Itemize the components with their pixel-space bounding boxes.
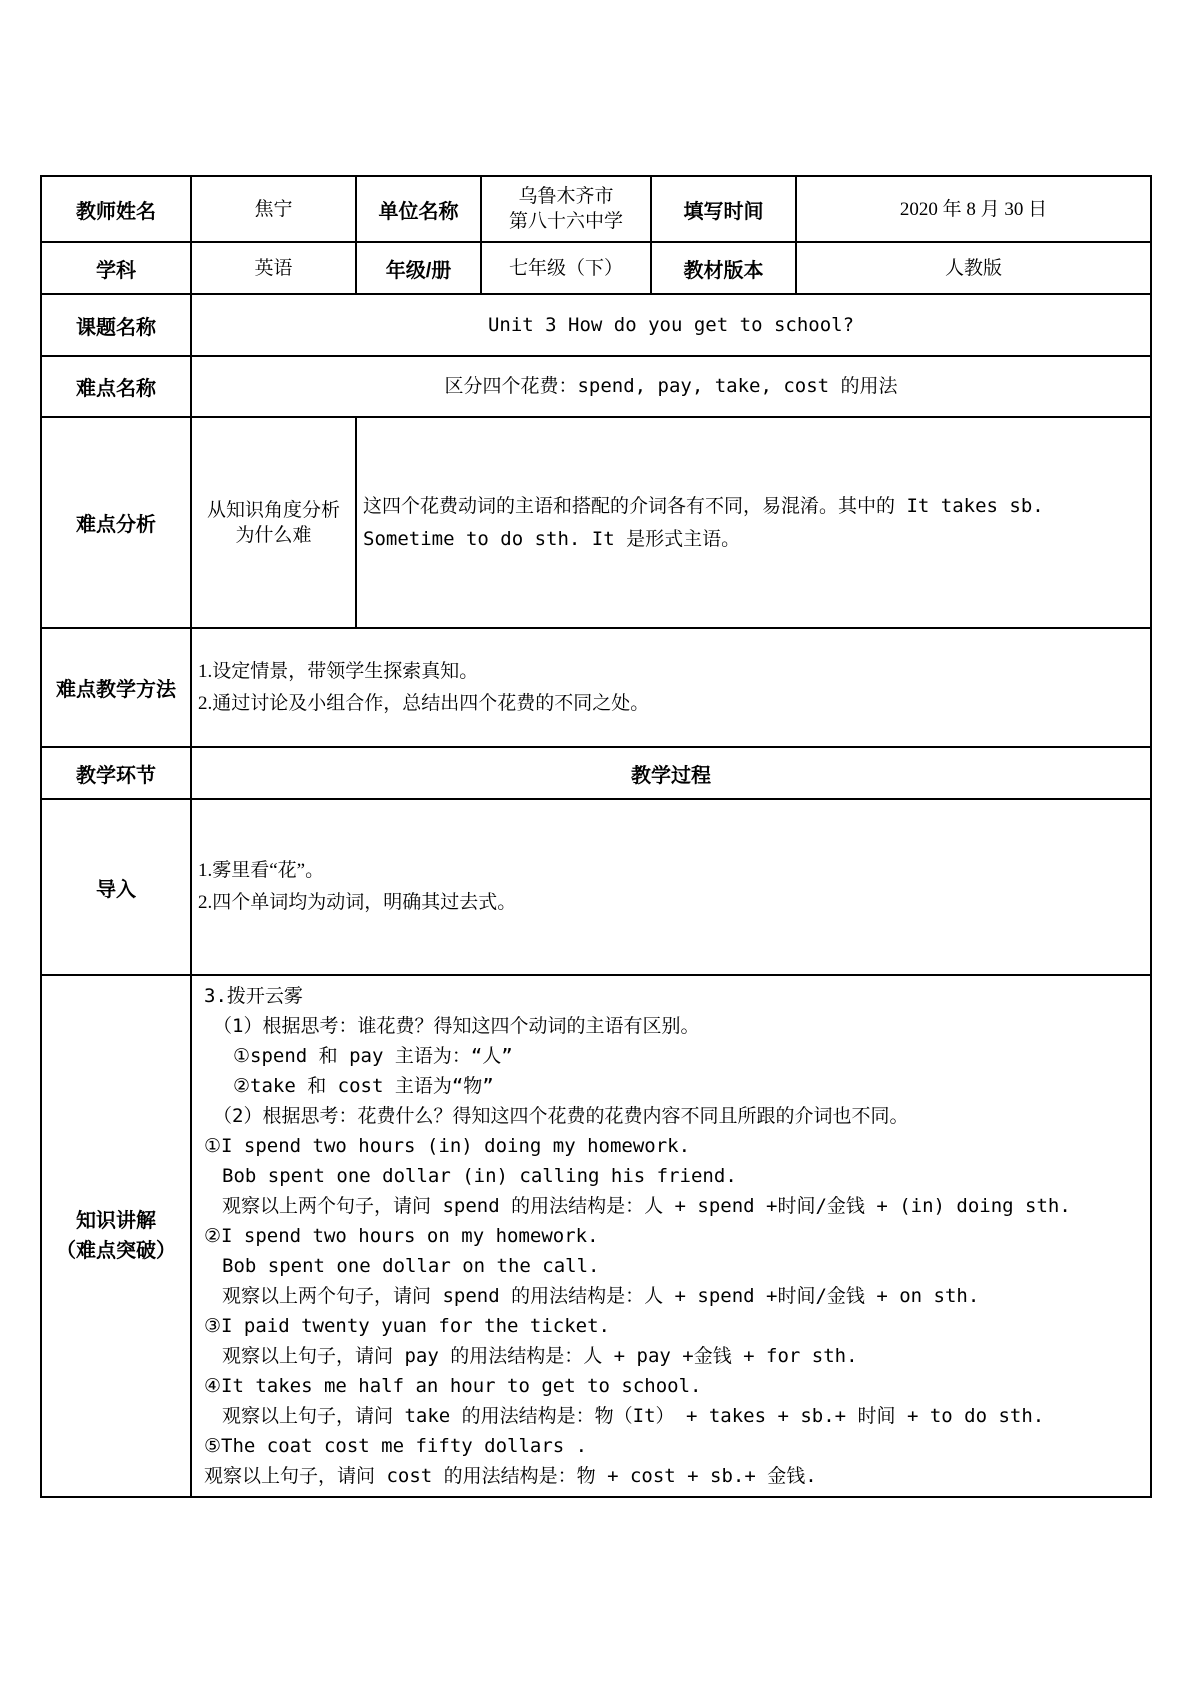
fill-date-value: 2020 年 8 月 30 日 xyxy=(796,176,1151,242)
knowledge-line: 观察以上句子，请问 pay 的用法结构是：人 + pay +金钱 + for sth. xyxy=(222,1345,858,1367)
knowledge-line: 观察以上句子，请问 take 的用法结构是：物（It） + takes + sb.+ 时间 + to do sth. xyxy=(222,1405,1045,1427)
knowledge-line: 观察以上两个句子，请问 spend 的用法结构是：人 + spend +时间/金钱 + on sth. xyxy=(222,1285,980,1307)
knowledge-line: 观察以上句子，请问 cost 的用法结构是：物 + cost + sb.+ 金钱. xyxy=(204,1465,817,1487)
knowledge-line: 观察以上两个句子，请问 spend 的用法结构是：人 + spend +时间/金钱 + (in) doing sth. xyxy=(222,1195,1071,1217)
intro-content xyxy=(191,799,1151,975)
knowledge-line: ②I spend two hours on my homework. xyxy=(204,1225,599,1247)
difficulty-analysis-label: 难点分析 xyxy=(41,417,191,628)
knowledge-label-line1: 知识讲解 xyxy=(76,1210,156,1232)
difficulty-name-label: 难点名称 xyxy=(41,356,191,417)
teaching-method-content xyxy=(191,628,1151,747)
knowledge-line: Bob spent one dollar on the call. xyxy=(222,1255,600,1277)
table-row-header-2 xyxy=(41,242,1151,294)
difficulty-analysis-sublabel xyxy=(191,417,356,628)
table-row-intro xyxy=(41,799,1151,975)
teaching-method-line2: 2.通过讨论及小组合作，总结出四个花费的不同之处。 xyxy=(198,692,650,714)
knowledge-line: ①spend 和 pay 主语为：“人” xyxy=(233,1045,513,1067)
edition-label: 教材版本 xyxy=(651,242,796,294)
knowledge-line: ④It takes me half an hour to get to school. xyxy=(204,1375,702,1397)
knowledge-line: （2）根据思考：花费什么？得知这四个花费的花费内容不同且所跟的介词也不同。 xyxy=(213,1105,909,1127)
difficulty-analysis-sublabel-line1: 从知识角度分析 xyxy=(206,499,340,521)
knowledge-line: （1）根据思考：谁花费？得知这四个动词的主语有区别。 xyxy=(213,1015,700,1037)
school-label: 单位名称 xyxy=(356,176,481,242)
knowledge-line: ①I spend two hours (in) doing my homework. xyxy=(204,1135,691,1157)
school-value xyxy=(481,176,651,242)
process-step-label: 教学环节 xyxy=(41,747,191,799)
table-row-topic xyxy=(41,294,1151,356)
teaching-method-label: 难点教学方法 xyxy=(41,628,191,747)
difficulty-analysis-sublabel-line2: 为什么难 xyxy=(235,524,312,546)
school-value-line1: 乌鲁木齐市 xyxy=(518,186,614,207)
knowledge-label xyxy=(41,975,191,1497)
knowledge-line: ⑤The coat cost me fifty dollars . xyxy=(204,1435,588,1457)
table-row-knowledge xyxy=(41,975,1151,1497)
intro-line1: 1.雾里看“花”。 xyxy=(198,860,325,881)
table-row-teaching-method xyxy=(41,628,1151,747)
table-row-difficulty-analysis xyxy=(41,417,1151,628)
topic-label: 课题名称 xyxy=(41,294,191,356)
process-title: 教学过程 xyxy=(191,747,1151,799)
lesson-plan-table xyxy=(40,175,1152,1498)
knowledge-label-line2: （难点突破） xyxy=(56,1240,176,1262)
teacher-name-value: 焦宁 xyxy=(191,176,356,242)
edition-value: 人教版 xyxy=(796,242,1151,294)
grade-value: 七年级（下） xyxy=(481,242,651,294)
subject-value: 英语 xyxy=(191,242,356,294)
knowledge-line: ②take 和 cost 主语为“物” xyxy=(233,1075,494,1097)
fill-date-label: 填写时间 xyxy=(651,176,796,242)
grade-label: 年级/册 xyxy=(356,242,481,294)
difficulty-analysis-content: 这四个花费动词的主语和搭配的介词各有不同，易混淆。其中的 It takes sb. Sometime to do sth. It 是形式主语。 xyxy=(356,417,1151,628)
difficulty-name-value: 区分四个花费：spend, pay, take, cost 的用法 xyxy=(191,356,1151,417)
knowledge-line: 3.拨开云雾 xyxy=(204,985,303,1007)
table-row-process-header xyxy=(41,747,1151,799)
table-row-difficulty-name xyxy=(41,356,1151,417)
knowledge-content xyxy=(191,975,1151,1497)
teaching-method-line1: 1.设定情景，带领学生探索真知。 xyxy=(198,660,479,682)
teacher-name-label: 教师姓名 xyxy=(41,176,191,242)
knowledge-line: ③I paid twenty yuan for the ticket. xyxy=(204,1315,610,1337)
knowledge-line: Bob spent one dollar (in) calling his friend. xyxy=(222,1165,737,1187)
school-value-line2: 第八十六中学 xyxy=(508,211,623,232)
intro-label: 导入 xyxy=(41,799,191,975)
intro-line2: 2.四个单词均为动词，明确其过去式。 xyxy=(198,892,517,913)
topic-value: Unit 3 How do you get to school? xyxy=(191,294,1151,356)
table-row-header-1 xyxy=(41,176,1151,242)
subject-label: 学科 xyxy=(41,242,191,294)
